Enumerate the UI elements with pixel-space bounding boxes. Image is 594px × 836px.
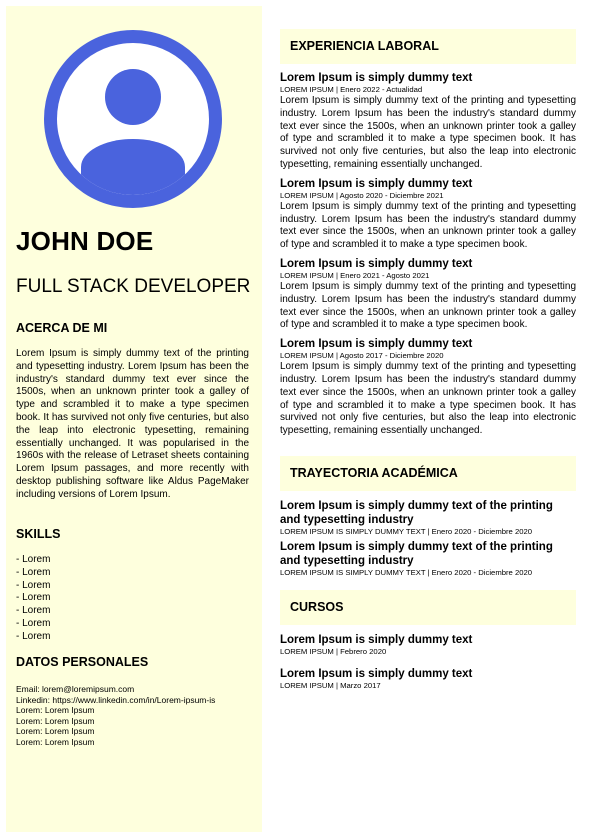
about-heading: ACERCA DE MI	[16, 321, 108, 335]
personal-item: Lorem: Lorem Ipsum	[16, 715, 95, 726]
entry-description: Lorem Ipsum is simply dummy text of the printing and typesetting industry. Lorem Ipsum has been the industry's standard dummy text ever since the 1500s, when an unknown printer took a galley of type and scrambled it to make a type specimen book.	[280, 200, 576, 251]
sidebar	[6, 6, 262, 832]
personal-linkedin: Linkedin: https://www.linkedin.com/in/Lorem-ipsum-is	[16, 694, 216, 705]
skills-list	[16, 554, 50, 644]
experience-entry	[280, 257, 576, 332]
entry-title: Lorem Ipsum is simply dummy text	[280, 72, 473, 84]
entry-title: Lorem Ipsum is simply dummy text of the printing and typesetting industry	[280, 499, 553, 526]
entry-title: Lorem Ipsum is simply dummy text	[280, 667, 473, 680]
entry-title: Lorem Ipsum is simply dummy text	[280, 633, 473, 646]
entry-subtitle: LOREM IPSUM | Enero 2022 - Actualidad	[280, 85, 423, 94]
entry-subtitle: LOREM IPSUM | Marzo 2017	[280, 680, 381, 690]
experience-entry	[280, 177, 576, 252]
personal-email: Email: lorem@loremipsum.com	[16, 684, 135, 694]
entry-subtitle: LOREM IPSUM IS SIMPLY DUMMY TEXT | Enero 2020 - Diciembre 2020	[280, 526, 533, 536]
skill-item: - Lorem	[16, 566, 51, 578]
entry-subtitle: LOREM IPSUM IS SIMPLY DUMMY TEXT | Enero 2020 - Diciembre 2020	[280, 567, 533, 577]
personal-item: Lorem: Lorem Ipsum	[16, 705, 95, 715]
entry-subtitle: LOREM IPSUM | Febrero 2020	[280, 646, 387, 656]
education-heading: TRAYECTORIA ACADÉMICA	[280, 456, 576, 491]
personal-item: Lorem: Lorem Ipsum	[16, 736, 95, 747]
skill-item: - Lorem	[16, 630, 51, 642]
about-text: Lorem Ipsum is simply dummy text of the printing and typesetting industry. Lorem Ipsum has been the industry's standard dummy text ever since the 1500s, when an unknown printer took a galley of type and scrambled it to make a type specimen book. It has survived not only five centuries, but also the leap into electronic typesetting, remaining essentially unchanged. It was popularised in the 1960s with the release of Letraset sheets containing Lorem Ipsum passages, and more recently with desktop publishing software like Aldus PageMaker including versions of Lorem Ipsum.	[16, 348, 249, 500]
education-entry	[280, 540, 576, 578]
skill-item: - Lorem	[16, 579, 51, 591]
avatar-user-icon	[44, 30, 222, 208]
main-column	[280, 29, 576, 691]
course-entry	[280, 633, 576, 657]
personal-list	[16, 684, 215, 747]
education-entry	[280, 499, 576, 537]
skills-heading: SKILLS	[16, 527, 61, 541]
personal-item: Lorem: Lorem Ipsum	[16, 726, 95, 736]
skill-item: - Lorem	[16, 554, 51, 565]
profile-name: JOHN DOE	[16, 226, 154, 256]
entry-title: Lorem Ipsum is simply dummy text	[280, 338, 473, 351]
courses-heading: CURSOS	[280, 590, 576, 625]
experience-entry	[280, 337, 576, 438]
skill-item: - Lorem	[16, 592, 51, 604]
profile-role: FULL STACK DEVELOPER	[16, 276, 251, 297]
entry-subtitle: LOREM IPSUM | Agosto 2020 - Diciembre 2021	[280, 190, 444, 200]
entry-description: Lorem Ipsum is simply dummy text of the printing and typesetting industry. Lorem Ipsum has been the industry's standard dummy text ever since the 1500s, when an unknown printer took a galley of type and scrambled it to make a type specimen book. It has survived not only five centuries, but also the leap into electronic typesetting, remaining essentially unchanged.	[280, 361, 576, 437]
experience-heading: EXPERIENCIA LABORAL	[280, 29, 576, 64]
course-entry	[280, 667, 576, 691]
skill-item: - Lorem	[16, 617, 51, 629]
skill-item: - Lorem	[16, 605, 51, 617]
entry-subtitle: LOREM IPSUM | Agosto 2017 - Diciembre 2020	[280, 351, 444, 361]
entry-subtitle: LOREM IPSUM | Enero 2021 - Agosto 2021	[280, 270, 430, 280]
entry-title: Lorem Ipsum is simply dummy text	[280, 257, 473, 270]
entry-description: Lorem Ipsum is simply dummy text of the printing and typesetting industry. Lorem Ipsum has been the industry's standard dummy text ever since the 1500s, when an unknown printer took a galley of type and scrambled it to make a type specimen book. It has survived not only five centuries, but also the leap into electronic typesetting, remaining essentially unchanged.	[280, 95, 576, 170]
entry-title: Lorem Ipsum is simply dummy text	[280, 177, 473, 190]
experience-entry	[280, 71, 576, 172]
entry-description: Lorem Ipsum is simply dummy text of the printing and typesetting industry. Lorem Ipsum has been the industry's standard dummy text ever since the 1500s, when an unknown printer took a galley of type and scrambled it to make a type specimen book.	[280, 280, 576, 331]
entry-title: Lorem Ipsum is simply dummy text of the printing and typesetting industry	[280, 540, 553, 567]
personal-heading: DATOS PERSONALES	[16, 655, 149, 669]
